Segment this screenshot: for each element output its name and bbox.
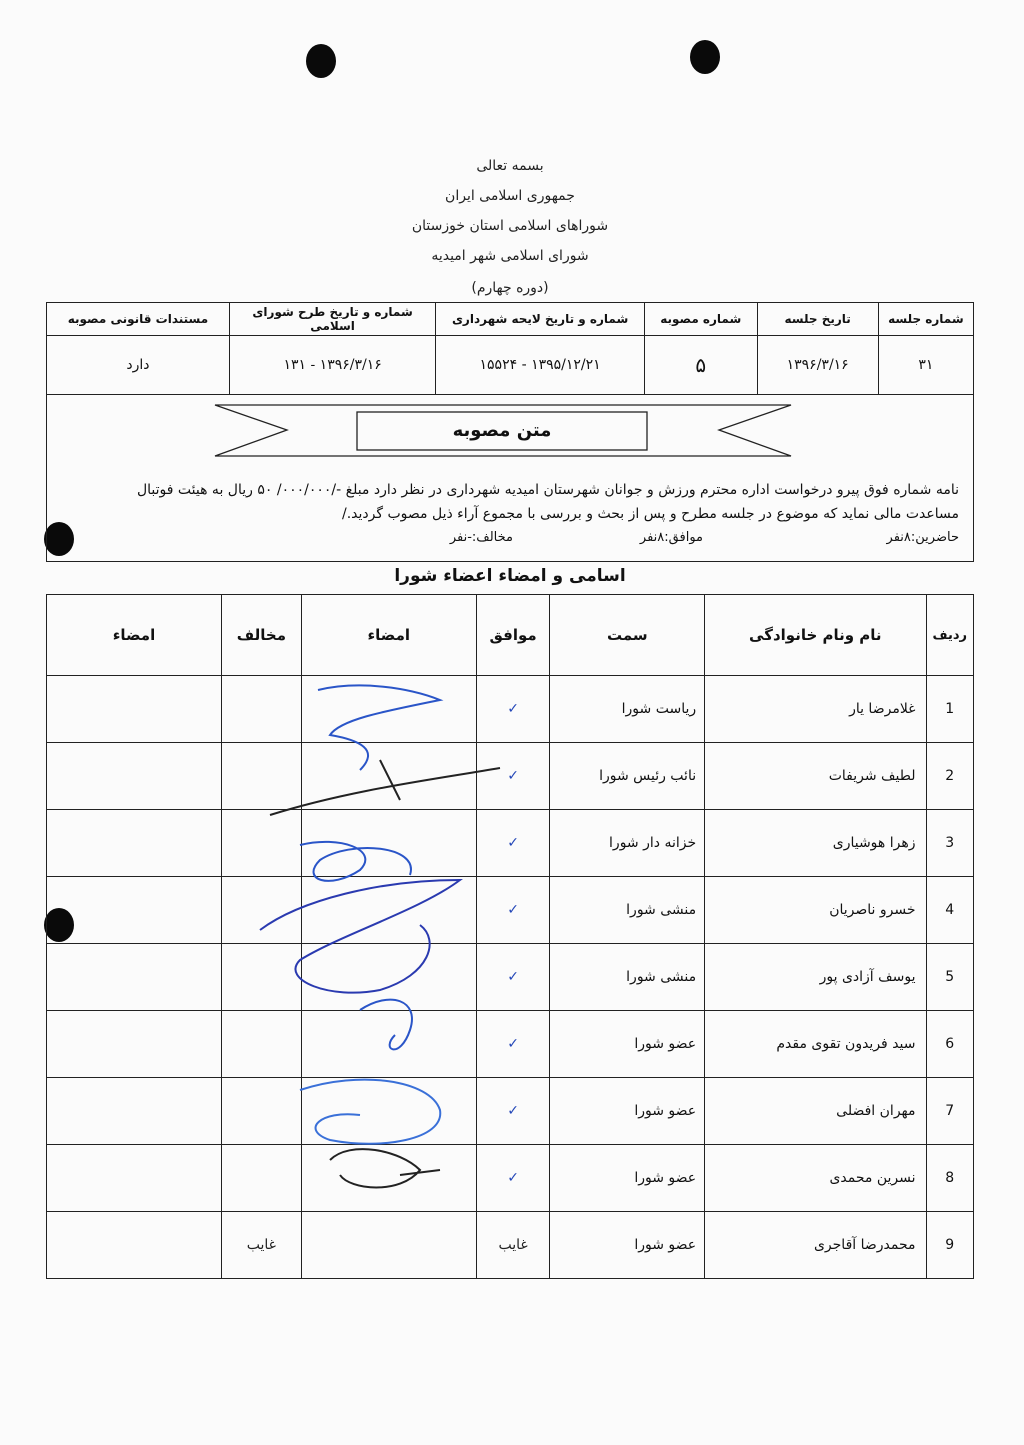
legal-documents-value: دارد xyxy=(47,336,230,395)
header-bismillah: بسمه تعالی xyxy=(476,158,544,174)
signature-cell xyxy=(301,810,476,877)
header-resolution-number: شماره مصوبه xyxy=(644,303,757,336)
oppose-signature-cell xyxy=(47,676,222,743)
oppose-signature-cell xyxy=(47,877,222,944)
member-index: 4 xyxy=(926,877,974,944)
session-info-value-row xyxy=(47,336,974,395)
header-council-plan: شماره و تاریخ طرح شورای اسلامی xyxy=(229,303,435,336)
agree-check: ✓ xyxy=(476,1011,550,1078)
resolution-box xyxy=(46,392,974,562)
member-row xyxy=(47,944,974,1011)
session-info-table xyxy=(46,302,974,395)
member-position: عضو شورا xyxy=(550,1011,705,1078)
agree-check: ✓ xyxy=(476,1078,550,1145)
header-agree: موافق xyxy=(476,595,550,676)
signature-cell xyxy=(301,743,476,810)
member-row xyxy=(47,676,974,743)
member-row xyxy=(47,810,974,877)
agree-count: موافق:۸نفر xyxy=(639,530,703,545)
oppose-signature-cell xyxy=(47,944,222,1011)
header-municipal-bill: شماره و تاریخ لایحه شهرداری xyxy=(436,303,645,336)
oppose-cell xyxy=(221,944,301,1011)
municipal-bill-value: ۱۳۹۵/۱۲/۲۱ - ۱۵۵۲۴ xyxy=(436,336,645,395)
agree-check: ✓ xyxy=(476,743,550,810)
member-row xyxy=(47,1212,974,1279)
member-name: سید فریدون تقوی مقدم xyxy=(705,1011,926,1078)
member-index: 3 xyxy=(926,810,974,877)
present-count: حاضرین:۸نفر xyxy=(886,530,959,545)
council-plan-value: ۱۳۹۶/۳/۱۶ - ۱۳۱ xyxy=(229,336,435,395)
oppose-signature-cell xyxy=(47,743,222,810)
resolution-line-2: مساعدت مالی نماید که موضوع در جلسه مطرح و پس از بحث و بررسی با مجموع آراء ذیل مصوب گردید./ xyxy=(342,506,959,522)
agree-check: ✓ xyxy=(476,810,550,877)
member-position: نائب رئیس شورا xyxy=(550,743,705,810)
oppose-signature-cell xyxy=(47,1078,222,1145)
punch-hole-top-left xyxy=(306,44,336,78)
members-header-row xyxy=(47,595,974,676)
resolution-number-value: ۵ xyxy=(644,336,757,395)
oppose-signature-cell xyxy=(47,810,222,877)
oppose-signature-cell xyxy=(47,1145,222,1212)
header-term: (دوره چهارم) xyxy=(471,280,549,296)
member-name: یوسف آزادی پور xyxy=(705,944,926,1011)
session-info-header-row xyxy=(47,303,974,336)
resolution-title: متن مصوبه xyxy=(452,420,552,441)
members-table xyxy=(46,594,974,1279)
oppose-cell xyxy=(221,1078,301,1145)
member-position: منشی شورا xyxy=(550,944,705,1011)
member-row xyxy=(47,1145,974,1212)
agree-check: ✓ xyxy=(476,676,550,743)
header-position: سمت xyxy=(550,595,705,676)
document-header xyxy=(300,150,720,300)
member-index: 7 xyxy=(926,1078,974,1145)
member-position: خزانه دار شورا xyxy=(550,810,705,877)
header-session-number: شماره جلسه xyxy=(878,303,973,336)
member-index: 5 xyxy=(926,944,974,1011)
member-position: ریاست شورا xyxy=(550,676,705,743)
oppose-cell xyxy=(221,1145,301,1212)
member-index: 8 xyxy=(926,1145,974,1212)
member-index: 2 xyxy=(926,743,974,810)
resolution-body xyxy=(59,478,959,526)
resolution-line-1: نامه شماره فوق پیرو درخواست اداره محترم ورزش و جوانان شهرستان امیدیه شهرداری در نظر دارد مبلغ -/۰۰۰/۰۰۰/ ۵۰ ریال به هیئت فوتبال xyxy=(136,482,959,498)
member-row xyxy=(47,1011,974,1078)
agree-check: ✓ xyxy=(476,1145,550,1212)
member-position: عضو شورا xyxy=(550,1078,705,1145)
oppose-signature-cell xyxy=(47,1212,222,1279)
agree-check: ✓ xyxy=(476,877,550,944)
oppose-count: مخالف:-نفر xyxy=(449,530,513,545)
session-number-value: ۳۱ xyxy=(878,336,973,395)
member-name: محمدرضا آقاجری xyxy=(705,1212,926,1279)
signature-cell xyxy=(301,1145,476,1212)
header-row-number: ردیف xyxy=(926,595,974,676)
header-signature-oppose: امضاء xyxy=(47,595,222,676)
member-row xyxy=(47,877,974,944)
oppose-cell xyxy=(221,877,301,944)
header-city-council: شورای اسلامی شهر امیدیه xyxy=(431,248,589,264)
header-full-name: نام ونام خانوادگی xyxy=(705,595,926,676)
session-date-value: ۱۳۹۶/۳/۱۶ xyxy=(757,336,878,395)
signature-cell xyxy=(301,1078,476,1145)
signature-cell xyxy=(301,877,476,944)
oppose-cell xyxy=(221,810,301,877)
member-name: خسرو ناصریان xyxy=(705,877,926,944)
header-oppose: مخالف xyxy=(221,595,301,676)
header-province-council: شوراهای اسلامی استان خوزستان xyxy=(411,218,609,234)
member-row xyxy=(47,743,974,810)
member-name: غلامرضا یار xyxy=(705,676,926,743)
oppose-cell xyxy=(221,676,301,743)
signature-cell xyxy=(301,1011,476,1078)
oppose-cell xyxy=(221,743,301,810)
member-position: عضو شورا xyxy=(550,1145,705,1212)
oppose-signature-cell xyxy=(47,1011,222,1078)
member-name: مهران افضلی xyxy=(705,1078,926,1145)
signature-cell xyxy=(301,676,476,743)
member-name: زهرا هوشیاری xyxy=(705,810,926,877)
oppose-cell xyxy=(221,1011,301,1078)
absent-note-oppose: غایب xyxy=(221,1212,301,1279)
member-position: منشی شورا xyxy=(550,877,705,944)
signature-cell xyxy=(301,1212,476,1279)
member-index: 6 xyxy=(926,1011,974,1078)
punch-hole-top-right xyxy=(690,40,720,74)
member-name: نسرین محمدی xyxy=(705,1145,926,1212)
member-position: عضو شورا xyxy=(550,1212,705,1279)
header-country: جمهوری اسلامی ایران xyxy=(445,188,575,204)
agree-check: ✓ xyxy=(476,944,550,1011)
member-row xyxy=(47,1078,974,1145)
member-index: 9 xyxy=(926,1212,974,1279)
header-session-date: تاریخ جلسه xyxy=(757,303,878,336)
header-signature-agree: امضاء xyxy=(301,595,476,676)
header-legal-documents: مستندات قانونی مصوبه xyxy=(47,303,230,336)
members-title: اسامی و امضاء اعضاء شورا xyxy=(394,566,626,586)
absent-note-agree: غایب xyxy=(476,1212,550,1279)
member-name: لطیف شریفات xyxy=(705,743,926,810)
signature-cell xyxy=(301,944,476,1011)
member-index: 1 xyxy=(926,676,974,743)
